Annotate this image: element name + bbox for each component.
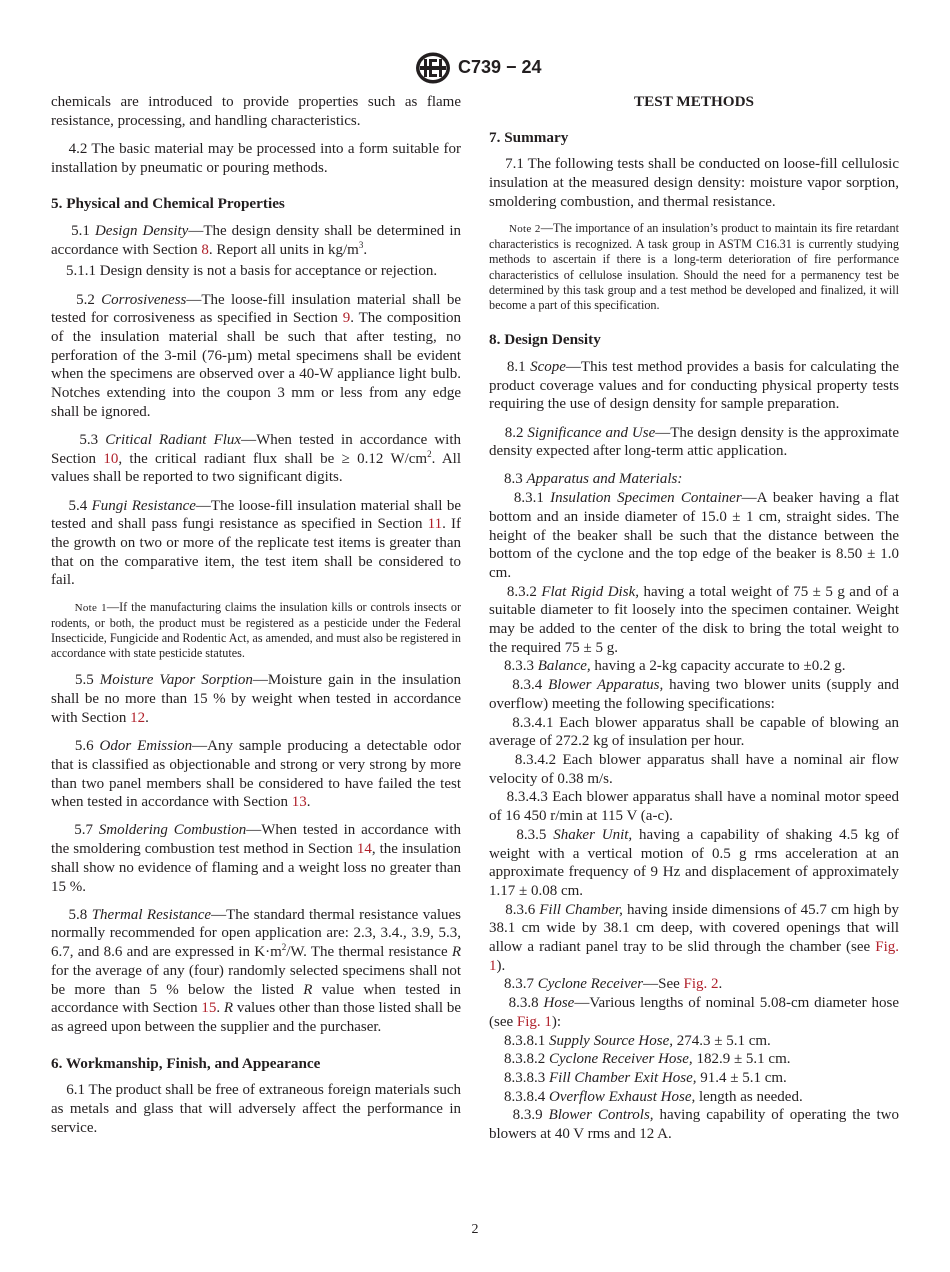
- paragraph-8-3-9: 8.3.9 Blower Controls, having capability of operating the two blowers at 40 V rms and 12 A.: [489, 1107, 900, 1143]
- section-8-heading: 8. Design Density: [489, 331, 601, 349]
- paragraph-8-3-8-3: 8.3.8.3 Fill Chamber Exit Hose, 91.4 ± 5.1 cm.: [504, 1069, 787, 1086]
- section-11-link[interactable]: 11: [427, 516, 443, 533]
- paragraph-5-5: 5.5 Moisture Vapor Sorption—Moisture gain in the insulation shall be no more than 15 % by weight when tested in accordance with Section 12.: [51, 672, 462, 726]
- paragraph-8-3-1: 8.3.1 Insulation Specimen Container—A beaker having a flat bottom and an inside diameter of 15.0 ± 1 cm, straight sides. The height of the beaker shall be such that the distance between the bottom of the cyclone and the top edge of the beaker is 8.50 ± 1.0 cm.: [489, 490, 899, 581]
- paragraph-5-7: 5.7 Smoldering Combustion—When tested in accordance with the smoldering combustion test method in Section 14, the insulation shall show no evidence of flaming and a weight loss no greater than 15 %.: [51, 822, 461, 895]
- section-13-link[interactable]: 13: [291, 794, 307, 811]
- paragraph-8-3-8-2: 8.3.8.2 Cyclone Receiver Hose, 182.9 ± 5.1 cm.: [504, 1051, 791, 1068]
- note-2: Note 2—The importance of an insulation’s product to maintain its fire retardant characteristics is recognized. A task group in ASTM C16.31 is currently studying methods to ascertain if there is a long-term deterioration of fire performance characteristics of cellulose insulation. Should the need for a permanency test be determined by this task group and a test method be developed and finalized, it will become a part of this specification.: [489, 221, 900, 313]
- section-15-link[interactable]: 15: [201, 1000, 217, 1017]
- paragraph-8-3-4: 8.3.4 Blower Apparatus, having two blower units (supply and overflow) meeting the following specifications:: [489, 677, 900, 712]
- test-methods-heading: TEST METHODS: [634, 93, 754, 110]
- paragraph-5-2: 5.2 Corrosiveness—The loose-fill insulation material shall be tested for corrosiveness as specified in Section 9. The composition of the insulation material shall be such that after testing, no perforation of the 3-mil (76-µm) metal specimens shall be evident when the specimens are observed over a 40-W appliance light bulb. Notches extending into the coupon 3 mm or less from any edge shall be ignored.: [51, 291, 462, 420]
- figure-2-link[interactable]: Fig. 2: [683, 976, 719, 993]
- figure-1-link[interactable]: Fig. 1: [489, 939, 900, 974]
- paragraph-8-3-8-1: 8.3.8.1 Supply Source Hose, 274.3 ± 5.1 cm.: [504, 1032, 771, 1049]
- section-5-heading: 5. Physical and Chemical Properties: [51, 195, 285, 213]
- paragraph-8-3-8: 8.3.8 Hose—Various lengths of nominal 5.08-cm diameter hose (see Fig. 1):: [489, 995, 900, 1030]
- paragraph-5-8: 5.8 Thermal Resistance—The standard thermal resistance values normally recommended for open application are: 2.3, 3.4., 3.9, 5.3, 6.7, and 8.6 and are expressed in $K\cdot m^2/W$. The thermal resistance R for the average of any (four) randomly selected specimens shall not be more than 5 % below the listed R value when tested in accordance with Section 15. R values other than those listed shall be as agreed upon between the supplier and the purchaser.: [51, 906, 462, 1035]
- paragraph-5-1-1: 5.1.1 Design density is not a basis for acceptance or rejection.: [66, 263, 438, 280]
- section-9-link[interactable]: 9: [342, 310, 351, 327]
- astm-logo-icon: [414, 51, 452, 85]
- paragraph-8-3-2: 8.3.2 Flat Rigid Disk, having a total weight of 75 ± 5 g and of a suitable diameter to fit loosely into the specimen container. Weight may be added to the center of the disk to bring the total weight to the required 75 ± 5 g.: [489, 583, 900, 656]
- paragraph-8-3-6: 8.3.6 Fill Chamber, having inside dimensions of 45.7 cm high by 38.1 cm wide by 38.1 cm deep, with covered openings that will allow a radiant panel tray to be slid through the chamber (see Fig. 1).: [489, 901, 900, 974]
- note-1: Note 1—If the manufacturing claims the insulation kills or controls insects or rodents, or both, the product must be registered as a pesticide under the Federal Insecticide, Fungicide and Rodentic Act, as amended, and must also be registered in accordance with state pesticide statutes.: [51, 599, 462, 661]
- paragraph-8-3-7: 8.3.7 Cyclone Receiver—See Fig. 2.: [504, 976, 723, 993]
- section-6-heading: 6. Workmanship, Finish, and Appearance: [51, 1054, 321, 1072]
- paragraph-8-3-3: 8.3.3 Balance, having a 2-kg capacity accurate to ±0.2 g.: [504, 658, 846, 675]
- figure-1-link-hose[interactable]: Fig. 1: [516, 1013, 552, 1030]
- paragraph-8-3-5: 8.3.5 Shaker Unit, having a capability of shaking 4.5 kg of weight with a vertical motion of 0.5 g rms acceleration at an approximate frequency of 9 Hz and displacement of approximately 1.17 ± 0.08 cm.: [489, 826, 900, 899]
- document-id: C739 − 24: [458, 57, 542, 77]
- paragraph-8-3-4-3: 8.3.4.3 Each blower apparatus shall have a nominal motor speed of 16 450 r/min at 115 V (a-c).: [489, 789, 900, 825]
- right-column: [489, 93, 899, 1144]
- section-10-link[interactable]: 10: [103, 450, 119, 467]
- paragraph-5-1: 5.1 Design Density—The design density shall be determined in accordance with Section 8. Report all units in $kg/m^3$.: [51, 223, 461, 258]
- paragraph-intro-continued: chemicals are introduced to provide properties such as flame resistance, processing, and handling characteristics.: [51, 94, 461, 129]
- paragraph-8-2: 8.2 Significance and Use—The design density is the approximate density expected after long-term attic application.: [489, 424, 899, 460]
- paragraph-7-1: 7.1 The following tests shall be conducted on loose-fill cellulosic insulation at the measured design density: moisture vapor sorption, smoldering combustion, and thermal resistance.: [489, 156, 900, 210]
- paragraph-4-2: 4.2 The basic material may be processed into a form suitable for installation by pneumatic or pouring methods.: [51, 140, 462, 176]
- paragraph-5-4: 5.4 Fungi Resistance—The loose-fill insulation material shall be tested and shall pass fungi resistance as specified in Section 11. If the growth on two or more of the replicate test items is greater than that on the comparative item, the test item shall be considered to fail.: [51, 497, 461, 589]
- paragraph-8-3-4-1: 8.3.4.1 Each blower apparatus shall be capable of blowing an average of 272.2 kg of insulation per hour.: [489, 714, 900, 750]
- paragraph-8-3-4-2: 8.3.4.2 Each blower apparatus shall have a nominal air flow velocity of 0.38 m/s.: [489, 752, 900, 787]
- left-column: [51, 93, 461, 1147]
- paragraph-8-3: 8.3 Apparatus and Materials:: [504, 471, 683, 488]
- page-header: [0, 51, 950, 85]
- paragraph-5-3: 5.3 Critical Radiant Flux—When tested in accordance with Section 10, the critical radiant flux shall be ≥ 0.12 $W/cm^2$. All values shall be reported to two significant digits.: [51, 432, 462, 486]
- section-12-link[interactable]: 12: [130, 709, 146, 726]
- page-number: 2: [471, 1222, 479, 1237]
- section-8-link[interactable]: 8: [201, 241, 209, 258]
- paragraph-6-1: 6.1 The product shall be free of extraneous foreign materials such as metals and glass that will adversely affect the performance in service.: [51, 1082, 462, 1136]
- section-14-link[interactable]: 14: [356, 841, 372, 858]
- paragraph-8-3-8-4: 8.3.8.4 Overflow Exhaust Hose, length as needed.: [504, 1088, 803, 1105]
- paragraph-5-6: 5.6 Odor Emission—Any sample producing a detectable odor that is classified as objectionable and strong or very strong by more than two panel members shall be considered to have failed the test when tested in accordance with Section 13.: [51, 738, 461, 811]
- paragraph-8-1: 8.1 Scope—This test method provides a basis for calculating the product coverage values and for conducting physical property tests requiring the use of design density for sample preparation.: [489, 358, 900, 413]
- section-7-heading: 7. Summary: [489, 128, 569, 146]
